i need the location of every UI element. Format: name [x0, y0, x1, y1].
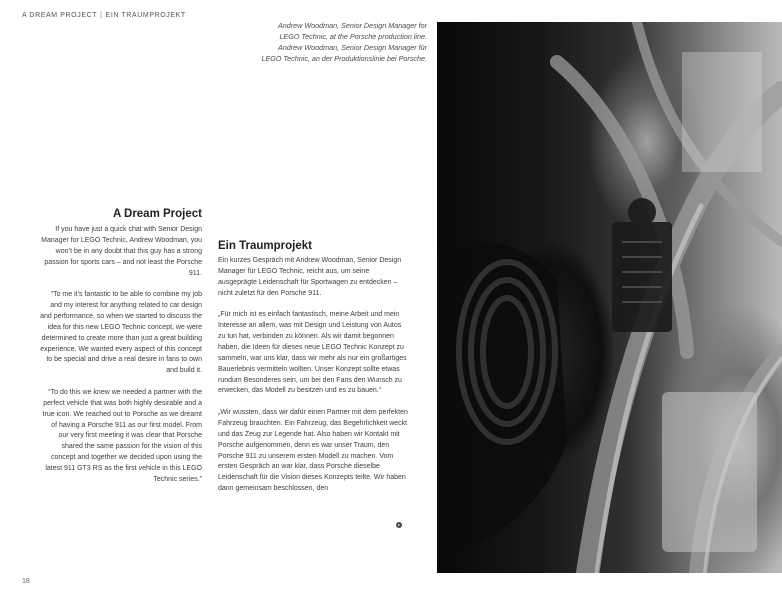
continue-arrow-icon: [396, 522, 402, 528]
english-title: A Dream Project: [112, 208, 202, 220]
page-number: 18: [22, 578, 30, 585]
production-line-photo: [437, 22, 782, 573]
header-left: A DREAM PROJECT: [22, 12, 98, 19]
header-right: EIN TRAUMPROJEKT: [105, 12, 186, 19]
photo-caption: [227, 20, 427, 64]
english-paragraph: “To me it’s fantastic to be able to combine my job and my interest for anything related to car design and performance, so when we started to discuss the idea for this new LEGO Technic concept, we were determined to create more than just a great building experience. We wanted every aspect of this concept to be special and drive a real desire in fans to own and build it.: [40, 291, 202, 375]
english-column: [40, 208, 202, 496]
caption-line: Andrew Woodman, Senior Design Manager für: [277, 43, 427, 52]
caption-line: Andrew Woodman, Senior Design Manager for: [277, 21, 427, 30]
german-paragraph: „Wir wussten, dass wir dafür einen Partner mit dem perfekten Fahrzeug brauchten. Ein Fahrzeug, das Begehrlichkeit weckt und das Zeug zur Legende hat. Also haben wir Kontakt mit Porsche aufgenommen, denn es war unser Traum, den Porsche 911 zu unserem ersten Modell zu machen. Vom ersten Gespräch an war klar, dass Porsche dieselbe Leidenschaft für die Vision dieses Konzepts teilte. Wir haben dann gemeinsam beschlossen, den: [218, 408, 408, 493]
caption-line: LEGO Technic, an der Produktionslinie bei Porsche.: [261, 54, 427, 63]
english-paragraph: If you have just a quick chat with Senior Design Manager for LEGO Technic, Andrew Woodman, you won’t be in any doubt that this guy has a strong passion for sports cars – and not least the Porsche 911.: [41, 226, 202, 277]
header-separator: |: [100, 12, 103, 19]
german-paragraph: „Für mich ist es einfach fantastisch, meine Arbeit und mein Interesse an allem, was mit Design und Leistung von Autos zu tun hat, verbinden zu können. Als wir damit begonnen haben, die Ideen für dieses neue LEGO Technic Konzept zu sammeln, war uns klar, dass wir mehr als nur ein großartiges Bauerlebnis vermitteln wollten. Unser Konzept sollte etwas rundum Besonderes sein, um bei den Fans den Wunsch zu erwecken, das Modell zu besitzen und es zu bauen.“: [218, 311, 407, 395]
photo-illustration: [437, 22, 782, 573]
german-title: Ein Traumprojekt: [218, 240, 312, 252]
running-header: [22, 12, 186, 19]
english-paragraph: “To do this we knew we needed a partner with the perfect vehicle that was both highly desirable and a true icon. We reached out to Porsche as we dreamt of having a Porsche 911 as our first model. From our very first meeting it was clear that Porsche shared the same passion for the vision of this concept and together we decided upon using the latest 911 GT3 RS as the first vehicle in this LEGO Technic series.”: [42, 388, 202, 484]
german-column: [218, 240, 408, 506]
german-paragraph: Ein kurzes Gespräch mit Andrew Woodman, Senior Design Manager für LEGO Technic, reicht aus, um seine ausgeprägte Leidenschaft für Sportwagen zu entdecken – nicht zuletzt für den Porsche 911.: [218, 257, 402, 297]
caption-line: LEGO Technic, at the Porsche production line.: [279, 32, 427, 41]
